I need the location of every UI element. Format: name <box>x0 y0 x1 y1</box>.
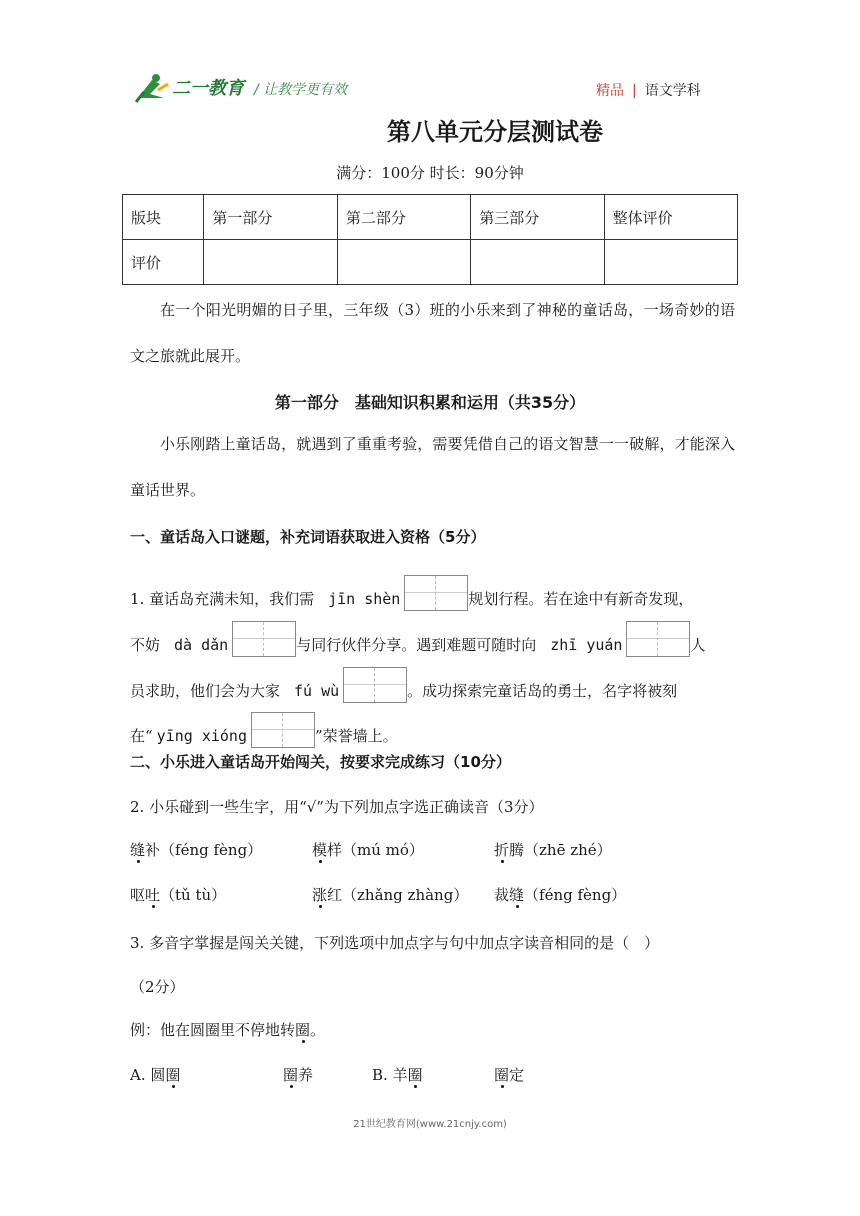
q1-line3 <box>130 667 677 703</box>
q1-text: 员求助，他们会为大家 <box>130 682 281 700</box>
q3-option-b2[interactable]: 圈定 <box>494 1066 525 1084</box>
table-cell: 第二部分 <box>337 195 470 240</box>
q3-stem: 3. 多音字掌握是闯关关键，下列选项中加点字与句中加点字读音相同的是（ ） <box>130 934 660 952</box>
answer-grid[interactable] <box>251 712 315 748</box>
table-cell: 第一部分 <box>204 195 337 240</box>
table-row <box>123 240 738 285</box>
q2-item[interactable]: 模样（mú mó） <box>312 841 424 859</box>
page-footer: 21世纪教育网(www.21cnjy.com) <box>353 1119 507 1130</box>
part1-intro: 小乐刚踏上童话岛，就遇到了重重考验，需要凭借自己的语文智慧一一破解，才能深入童话世界。 <box>130 435 735 499</box>
part1-heading: 第一部分 基础知识积累和运用（共35分） <box>274 393 586 412</box>
q2-item[interactable]: 缝补（féng fèng） <box>130 841 263 859</box>
section2-heading: 二、小乐进入童话岛开始闯关，按要求完成练习（10分） <box>130 753 511 771</box>
answer-grid[interactable] <box>232 621 296 657</box>
section1-heading: 一、童话岛入口谜题，补充词语获取进入资格（5分） <box>130 528 486 546</box>
q1-text: 1. 童话岛充满未知，我们需 <box>130 590 315 608</box>
table-cell[interactable] <box>204 240 337 285</box>
q2-item[interactable]: 折腾（zhē zhé） <box>494 841 612 859</box>
table-cell: 评价 <box>123 240 204 285</box>
q3-option-a2[interactable]: 圈养 <box>283 1066 314 1084</box>
pinyin-prompt: jīn shèn <box>328 590 401 608</box>
q3-example: 例：他在圆圈里不停地转圈。 <box>130 1021 326 1039</box>
table-cell[interactable] <box>471 240 604 285</box>
table-row <box>123 195 738 240</box>
brand-slogan: / 让教学更有效 <box>254 82 348 98</box>
tag-quality: 精品 <box>596 83 624 99</box>
score-table <box>122 194 738 285</box>
q2-item[interactable]: 裁缝（féng fèng） <box>494 886 627 904</box>
intro-paragraph: 在一个阳光明媚的日子里，三年级（3）班的小乐来到了神秘的童话岛，一场奇妙的语文之旅就此展开。 <box>130 301 735 365</box>
q1-text: 。成功探索完童话岛的勇士，名字将被刻 <box>407 682 678 700</box>
table-cell: 版块 <box>123 195 204 240</box>
q2-item[interactable]: 涨红（zhǎng zhàng） <box>312 886 469 904</box>
q1-text: 在“ <box>130 727 153 745</box>
q1-text: 人 <box>690 636 706 654</box>
answer-grid[interactable] <box>343 667 407 703</box>
table-cell: 第三部分 <box>471 195 604 240</box>
q1-text: 不妨 <box>130 636 161 654</box>
table-cell: 整体评价 <box>604 195 737 240</box>
table-cell[interactable] <box>337 240 470 285</box>
pinyin-prompt: dà dǎn <box>174 636 229 654</box>
page-title: 第八单元分层测试卷 <box>387 118 603 146</box>
q2-stem: 2. 小乐碰到一些生字，用“√”为下列加点字选正确读音（3分） <box>130 798 544 816</box>
q1-line4 <box>130 712 398 748</box>
answer-grid[interactable] <box>404 575 468 611</box>
q3-score: （2分） <box>130 978 185 996</box>
answer-grid[interactable] <box>626 621 690 657</box>
pinyin-prompt: zhī yuán <box>550 636 623 654</box>
tag-separator: | <box>632 83 637 99</box>
q3-option-a[interactable]: A. 圆圈 <box>130 1066 181 1084</box>
tag-subject: 语文学科 <box>644 83 701 99</box>
q2-item[interactable]: 呕吐（tǔ tù） <box>130 886 227 904</box>
q1-text: ”荣誉墙上。 <box>314 727 398 745</box>
q1-line2 <box>130 621 705 657</box>
pinyin-prompt: yīng xióng <box>156 727 247 745</box>
q1-line1 <box>130 575 693 611</box>
q1-text: 规划行程。若在途中有新奇发现， <box>468 590 694 608</box>
brand-name: 二一教育 <box>172 78 244 99</box>
header-tags <box>596 80 701 100</box>
page-subtitle: 满分：100分 时长：90分钟 <box>336 164 524 182</box>
table-cell[interactable] <box>604 240 737 285</box>
pinyin-prompt: fú wù <box>294 682 340 700</box>
q3-option-b[interactable]: B. 羊圈 <box>372 1066 423 1084</box>
q1-text: 与同行伙伴分享。遇到难题可随时向 <box>296 636 537 654</box>
